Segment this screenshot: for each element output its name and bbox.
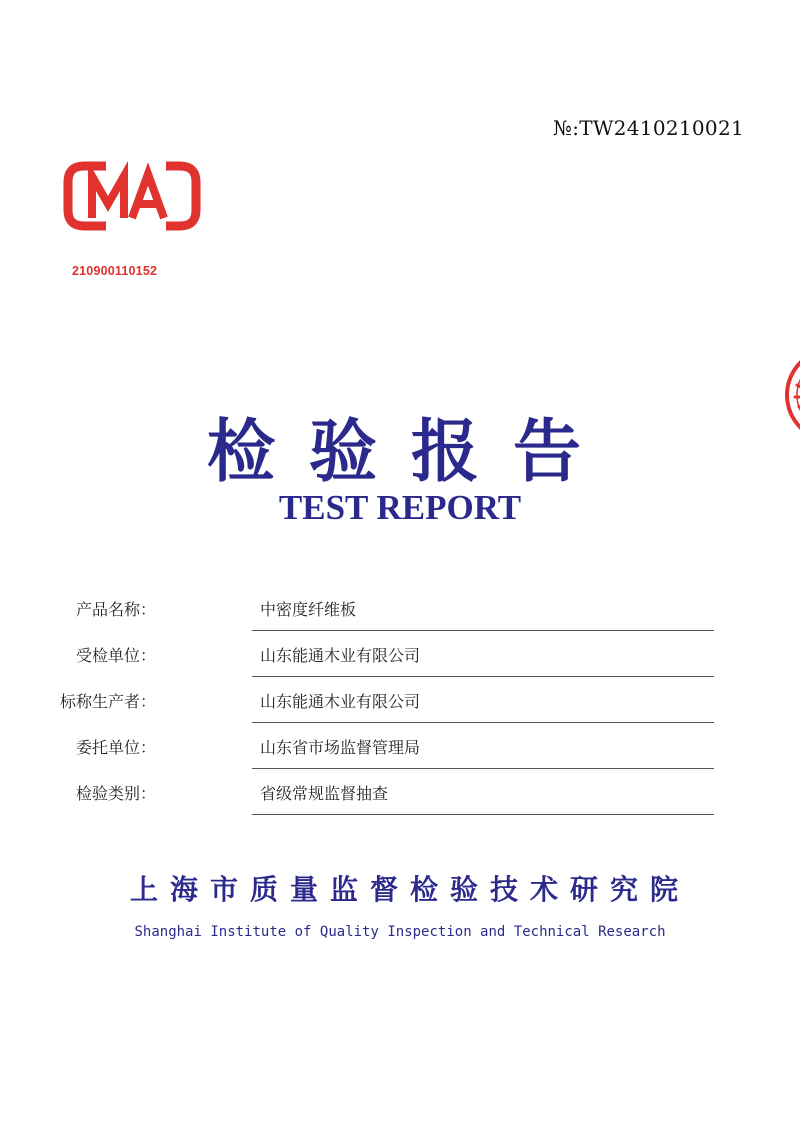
report-title-cn: 检验报告 bbox=[206, 413, 615, 492]
info-value: 山东能通木业有限公司 bbox=[260, 692, 421, 711]
info-label: 标称生产者： bbox=[59, 692, 156, 711]
info-value: 省级常规监督抽查 bbox=[260, 784, 389, 803]
organization-name-en: Shanghai Institute of Quality Inspection and Technical Research bbox=[134, 924, 666, 940]
info-row-inspection-type bbox=[75, 769, 720, 815]
report-number: №:TW2410210021 bbox=[552, 116, 744, 140]
info-label: 检验类别： bbox=[75, 784, 156, 803]
underline-divider bbox=[252, 814, 714, 815]
info-value: 山东能通木业有限公司 bbox=[260, 646, 421, 665]
info-label: 委托单位： bbox=[75, 738, 156, 757]
cma-logo-icon bbox=[62, 160, 202, 232]
report-title-en: TEST REPORT bbox=[278, 488, 522, 527]
info-row-product-name bbox=[75, 585, 720, 631]
cma-certificate-number: 210900110152 bbox=[72, 264, 158, 278]
info-row-client bbox=[75, 723, 720, 769]
info-value: 中密度纤维板 bbox=[260, 600, 357, 619]
info-label: 受检单位： bbox=[75, 646, 156, 665]
organization-name-cn: 上海市质量监督检验技术研究院 bbox=[129, 873, 690, 906]
info-row-manufacturer bbox=[59, 677, 720, 723]
info-value: 山东省市场监督管理局 bbox=[260, 738, 421, 757]
info-label: 产品名称： bbox=[75, 600, 156, 619]
info-row-inspected-unit bbox=[75, 631, 720, 677]
report-info-table bbox=[59, 585, 720, 815]
